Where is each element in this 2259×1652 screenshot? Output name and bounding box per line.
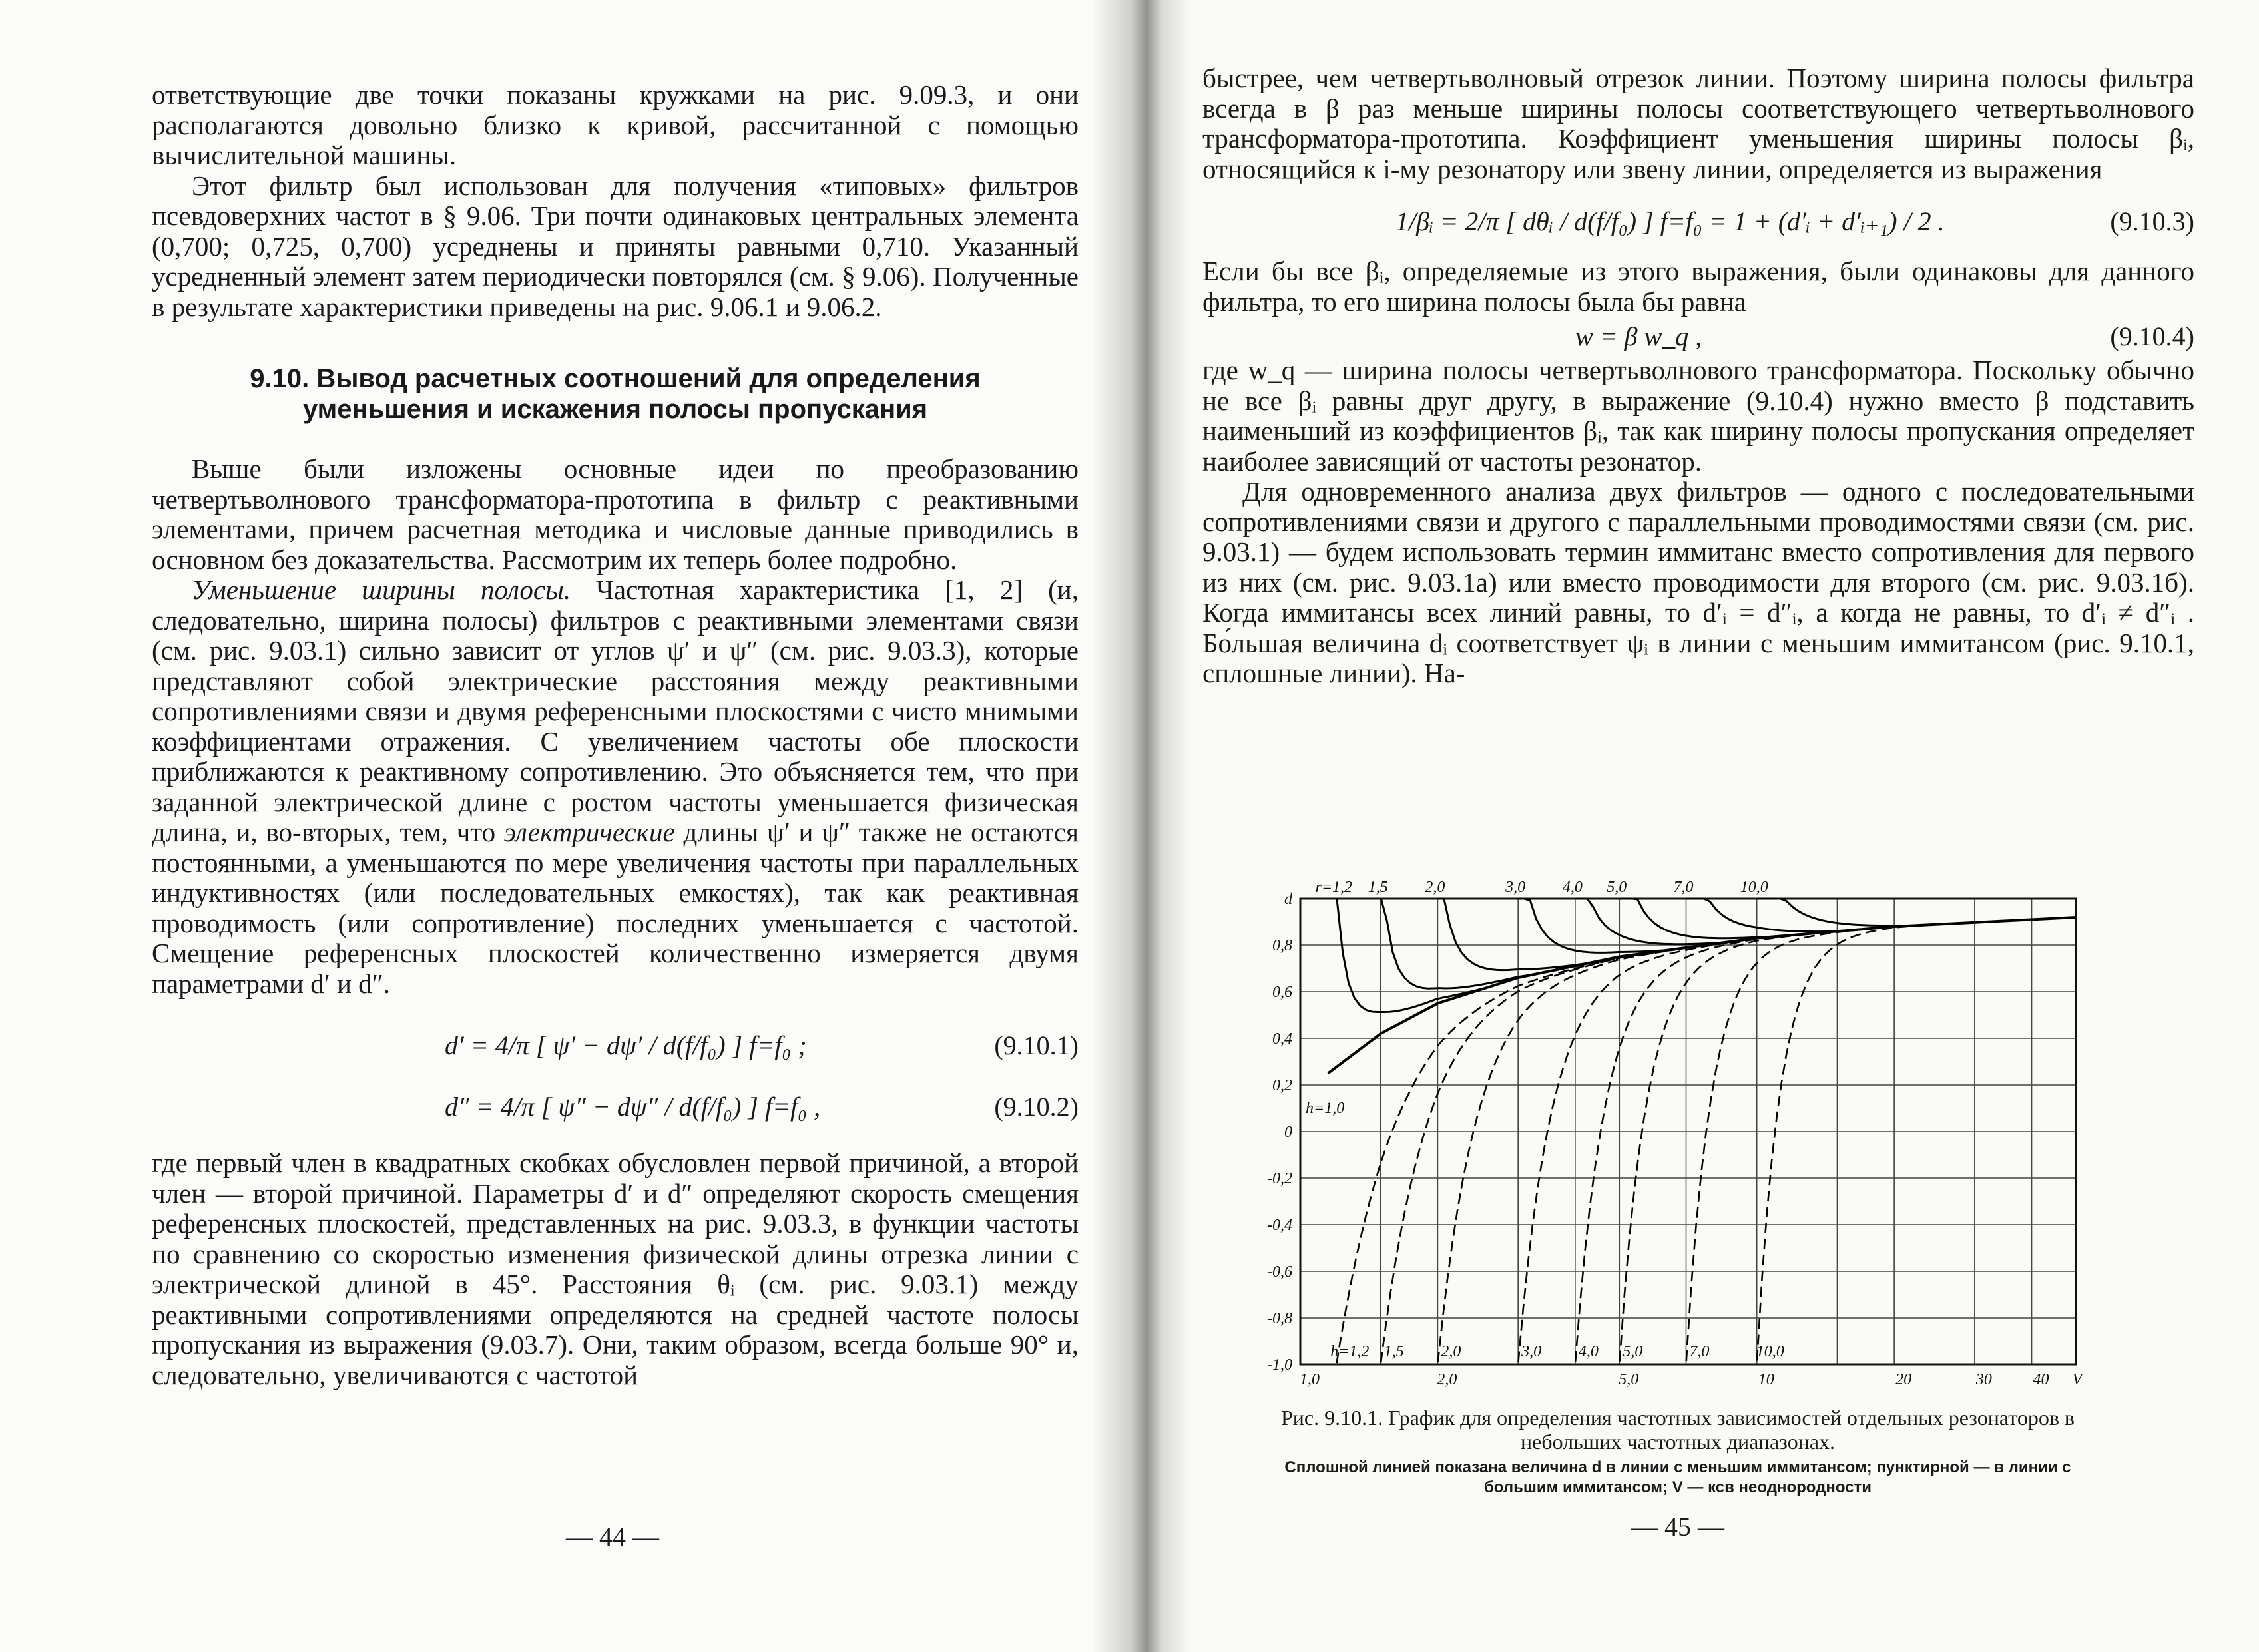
equation-9-10-2 <box>152 1075 1079 1136</box>
dashed-curve-7 <box>1757 917 2075 1360</box>
left-paragraph-3: Выше были изложены основные идеи по преобразованию четвертьволнового трансформатора-прототипа в фильтр с реактивными элементами, причем расчетная методика и числовые данные приводились в основном без доказательства. Рассмотрим их теперь более подробно. <box>152 453 1079 575</box>
envelope-curve <box>1328 917 2076 1074</box>
figure-caption-note: Сплошной линией показана величина d в линии с меньшим иммитансом; пунктирной — в линии с большим иммитансом; V — ксв неоднородности <box>1284 1458 2071 1496</box>
x-tick-label-1: 2,0 <box>1437 1371 1457 1388</box>
solid-curve-7 <box>1757 899 2073 926</box>
equation-9-10-4-body: w = β w_q , <box>1575 321 1702 351</box>
equation-9-10-3-body: 1/βᵢ = 2/π [ dθᵢ / d(f/f₀) ] f=f₀ = 1 + (d′ᵢ + d′ᵢ₊₁) / 2 . <box>1395 206 1945 236</box>
x-tick-label-6: 40 <box>2033 1371 2049 1388</box>
y-tick-label-10: -1,0 <box>1267 1356 1292 1374</box>
left-paragraph-4-italic: Уменьшение ширины полосы. <box>192 574 571 605</box>
right-paragraph-3: где w_q — ширина полосы четвертьволнового трансформатора. Поскольку обычно не все βᵢ равны друг другу, в выражение (9.10.4) нужно вместо β подставить наименьший из коэффициентов βᵢ, так как ширину полосы пропускания определяет наиболее зависящий от частоты резонатор. <box>1202 355 2194 477</box>
x-tick-label-7: V <box>2072 1371 2083 1388</box>
y-tick-label-1: 0,8 <box>1272 937 1292 954</box>
dashed-curve-3 <box>1518 917 2071 1362</box>
x-tick-label-4: 20 <box>1895 1371 1912 1388</box>
top-label-0: r=1,2 <box>1315 879 1353 896</box>
left-paragraph-1: ответствующие две точки показаны кружками на рис. 9.09.3, и они располагаются довольно близко к кривой, рассчитанной с помощью вычислительной машины. <box>152 79 1079 170</box>
equation-9-10-3-number: (9.10.3) <box>2110 206 2194 236</box>
dashed-curve-0 <box>1337 917 2076 1363</box>
page-left <box>0 0 1129 1652</box>
equation-9-10-1-body: d′ = 4/π [ ψ′ − dψ′ / d(f/f₀) ] f=f₀ ; <box>445 1030 807 1060</box>
top-label-7: 10,0 <box>1740 879 1768 896</box>
left-paragraph-4-tail: длины ψ′ и ψ″ также не остаются постоянными, а уменьшаются по мере увеличения частоты при параллельных индуктивностях (или последовательных емкостях), так как реактивная проводимость (или сопротивление) последних уменьшается с частотой. Смещение референсных плоскостей количественно измеряется двумя параметрами d′ и d″. <box>152 817 1079 999</box>
solid-curve-3 <box>1519 899 2075 952</box>
right-paragraph-4: Для одновременного анализа двух фильтров — одного с последовательными сопротивлениями связи и другого с параллельными проводимостями связи (см. рис. 9.03.1) — будем использовать термин иммитанс вместо сопротивления для первого из них (см. рис. 9.03.1а) или вместо проводимости для второго (см. рис. 9.03.1б). Когда иммитансы всех линий равны, то d′ᵢ = d″ᵢ, а когда не равны, то d′ᵢ ≠ d″ᵢ . Бо́льшая величина dᵢ соответствует ψᵢ в линии с меньшим иммитансом (рис. 9.10.1, сплошные линии). На- <box>1202 476 2194 688</box>
left-paragraph-4-italic-2: электрические <box>503 817 675 847</box>
left-paragraph-4-text: Частотная характеристика [1, 2] (и, следовательно, ширина полосы) фильтров с реактивными элементами связи (см. рис. 9.03.1) сильно зависит от углов ψ′ и ψ″ (см. рис. 9.03.3), которые представляют собой электрические расстояния между реактивными сопротивлениями связи и двумя референсными плоскостями с чисто мнимыми коэффициентами отражения. С увеличением частоты обе плоскости приближаются к реактивному сопротивлению. Это объясняется тем, что при заданной электрической длине с ростом частоты уменьшается физическая длина, и, во-вторых, тем, что <box>152 574 1079 847</box>
equation-9-10-4-number: (9.10.4) <box>2110 321 2194 351</box>
y-tick-label-4: 0,2 <box>1272 1077 1292 1094</box>
top-label-5: 5,0 <box>1607 879 1627 896</box>
bottom-label-6: 7,0 <box>1689 1343 1710 1360</box>
y-tick-label-0: d <box>1284 891 1292 908</box>
x-tick-label-0: 1,0 <box>1300 1371 1320 1388</box>
left-text-column <box>152 80 1079 1390</box>
section-heading <box>152 363 1079 425</box>
top-label-1: 1,5 <box>1368 879 1388 896</box>
y-tick-label-7: -0,4 <box>1267 1217 1292 1234</box>
right-paragraph-2: Если бы все βᵢ, определяемые из этого выражения, были одинаковы для данного фильтра, то его ширина полосы была бы равна <box>1202 256 2194 317</box>
bottom-label-1: 1,5 <box>1383 1343 1404 1360</box>
equation-9-10-1 <box>152 1014 1079 1075</box>
top-label-3: 3,0 <box>1505 879 1526 896</box>
dashed-curve-5 <box>1620 917 2075 1361</box>
equation-9-10-3 <box>1202 184 2194 256</box>
equation-9-10-4 <box>1202 317 2194 355</box>
h-label: h=1,0 <box>1306 1100 1345 1117</box>
x-tick-label-3: 10 <box>1758 1371 1774 1388</box>
x-tick-label-5: 30 <box>1975 1371 1992 1388</box>
figure-9-10-1 <box>1250 872 2096 1458</box>
book-gutter-shadow <box>1092 0 1192 1652</box>
y-tick-label-8: -0,6 <box>1267 1263 1292 1281</box>
bottom-label-0: h=1,2 <box>1330 1343 1370 1360</box>
top-label-6: 7,0 <box>1673 879 1694 896</box>
y-tick-label-3: 0,4 <box>1272 1030 1292 1048</box>
right-paragraph-1: быстрее, чем четвертьволновый отрезок линии. Поэтому ширина полосы фильтра всегда в β раз меньше ширины полосы соответствующего четвертьволнового трансформатора-прототипа. Коэффициент уменьшения ширины полосы βᵢ, относящийся к i-му резонатору или звену линии, определяется из выражения <box>1202 63 2194 184</box>
y-tick-label-2: 0,6 <box>1272 984 1292 1001</box>
equation-9-10-2-body: d″ = 4/π [ ψ″ − dψ″ / d(f/f₀) ] f=f₀ , <box>445 1092 821 1122</box>
bottom-label-3: 3,0 <box>1521 1343 1542 1360</box>
equation-9-10-2-number: (9.10.2) <box>994 1092 1079 1122</box>
y-tick-label-9: -0,8 <box>1267 1310 1292 1327</box>
page-number-left: — 44 — <box>566 1522 659 1551</box>
page-number-right: — 45 — <box>1631 1512 1724 1542</box>
equation-9-10-1-number: (9.10.1) <box>994 1030 1079 1060</box>
top-label-4: 4,0 <box>1562 879 1583 896</box>
left-paragraph-2: Этот фильтр был использован для получения «типовых» фильтров псевдоверхних частот в § 9.06. Три почти одинаковых центральных элемента (0,700; 0,725, 0,700) усреднены и приняты равными 0,710. Указанный усредненный элемент затем периодически повторялся (см. § 9.06). Полученные в результате характеристики приведены на рис. 9.06.1 и 9.06.2. <box>152 170 1079 322</box>
y-tick-label-5: 0 <box>1284 1124 1292 1141</box>
left-paragraph-4 <box>152 575 1079 999</box>
right-text-column <box>1202 63 2194 689</box>
chart-svg <box>1250 872 2096 1404</box>
section-heading-line-2: уменьшения и искажения полосы пропускания <box>302 395 928 424</box>
figure-caption: Рис. 9.10.1. График для определения частотных зависимостей отдельных резонаторов в небольших частотных диапазонах. <box>1280 1406 2075 1454</box>
bottom-label-7: 10,0 <box>1756 1343 1784 1360</box>
y-tick-label-6: -0,2 <box>1267 1170 1292 1187</box>
bottom-label-2: 2,0 <box>1441 1343 1461 1360</box>
solid-curve-5 <box>1620 899 2071 938</box>
bottom-label-4: 4,0 <box>1578 1343 1599 1360</box>
dashed-curve-4 <box>1575 917 2075 1362</box>
x-tick-label-2: 5,0 <box>1619 1371 1639 1388</box>
section-heading-line-1: 9.10. Вывод расчетных соотношений для определения <box>250 364 981 393</box>
left-paragraph-5: где первый член в квадратных скобках обусловлен первой причиной, а второй член — второй причиной. Параметры d′ и d″ определяют скорость смещения референсных плоскостей, представленных на рис. 9.03.3, в функции частоты по сравнению со скоростью изменения физической длины отрезка линии с электрической длиной в 45°. Расстояния θᵢ (см. рис. 9.03.1) между реактивными сопротивлениями определяются на средней частоте полосы пропускания из выражения (9.03.7). Они, таким образом, всегда больше 90° и, следовательно, увеличиваются с частотой <box>152 1147 1079 1390</box>
dashed-curve-6 <box>1686 917 2073 1361</box>
top-label-2: 2,0 <box>1425 879 1445 896</box>
bottom-label-5: 5,0 <box>1623 1343 1643 1360</box>
